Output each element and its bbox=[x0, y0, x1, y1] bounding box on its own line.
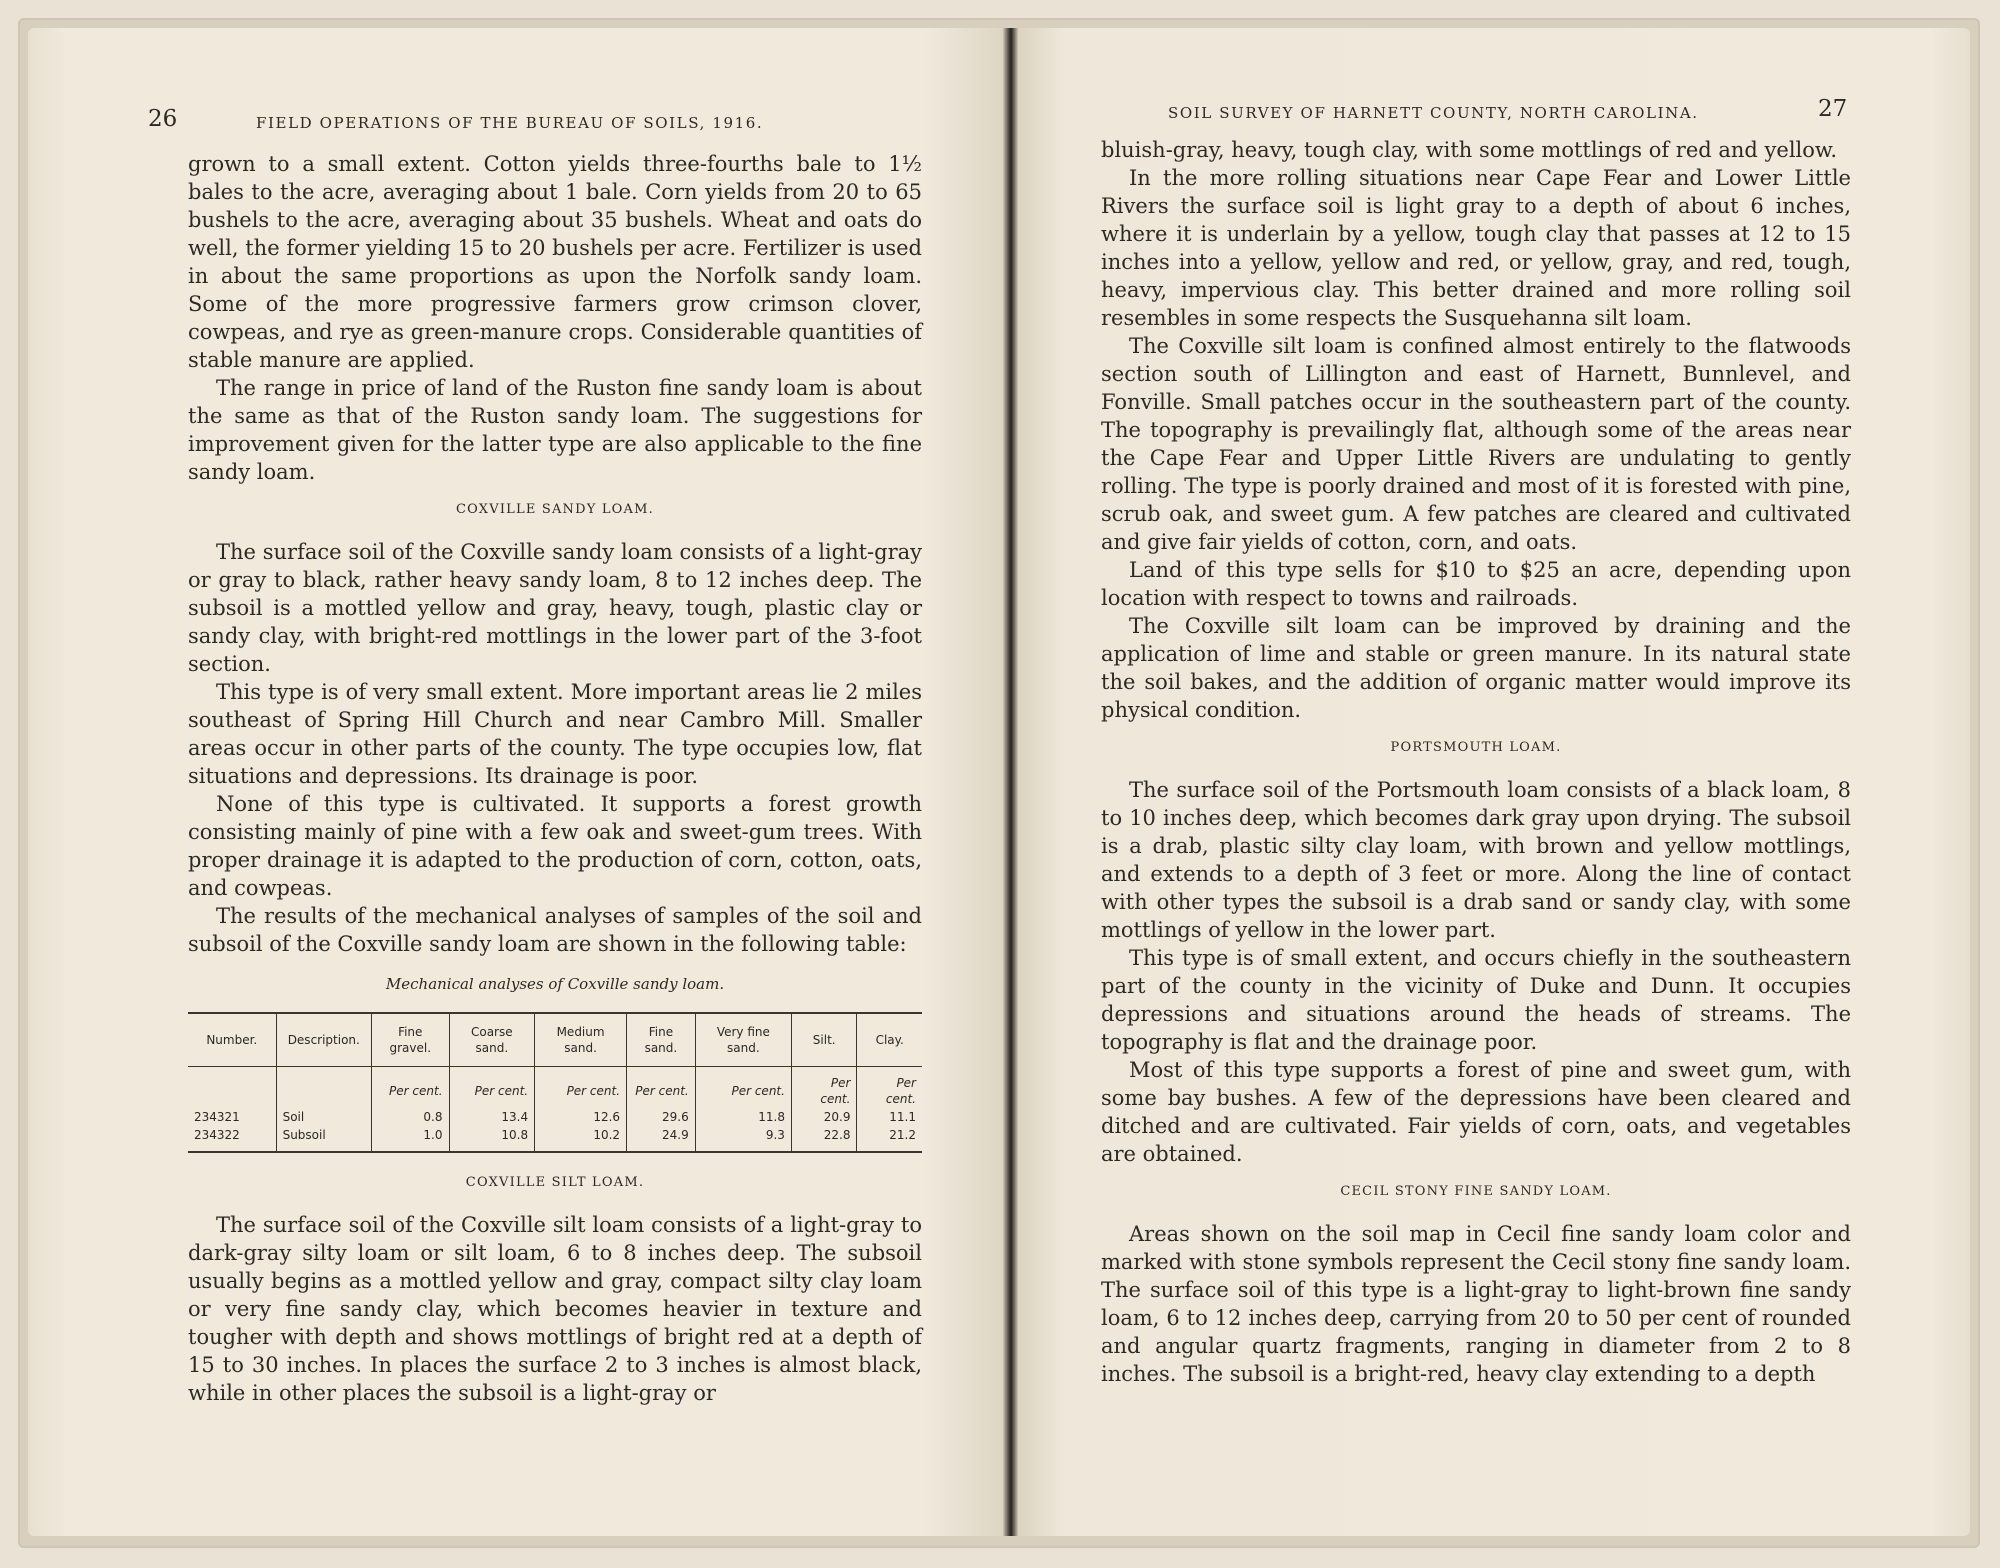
table-cell: 20.9 bbox=[791, 1108, 857, 1126]
section-heading: PORTSMOUTH LOAM. bbox=[1390, 740, 1562, 755]
table-cell: 0.8 bbox=[371, 1108, 449, 1126]
paragraph: Most of this type supports a forest of pine and sweet gum, with some bay bushes. A few of the depressions have been cleared and ditched and are cultivated. Fair yields of corn, oats, and vegetables are obtained. bbox=[1101, 1058, 1851, 1166]
paragraph: The range in price of land of the Ruston fine sandy loam is about the same as that of the Ruston sandy loam. The suggestions for improvement given for the latter type are also applicable to the fine sandy loam. bbox=[188, 376, 922, 484]
section-heading: COXVILLE SANDY LOAM. bbox=[456, 502, 654, 517]
mechanical-analysis-table bbox=[188, 1012, 922, 1153]
table-cell: 29.6 bbox=[627, 1108, 696, 1126]
book-gutter bbox=[1003, 28, 1018, 1536]
sample-number: 234322 bbox=[194, 1128, 240, 1142]
table-cell: 10.8 bbox=[449, 1126, 535, 1152]
table-cell: 9.3 bbox=[695, 1126, 791, 1152]
table-row bbox=[188, 1108, 922, 1126]
section-heading: CECIL STONY FINE SANDY LOAM. bbox=[1340, 1184, 1612, 1199]
table-cell: 22.8 bbox=[791, 1126, 857, 1152]
table-cell: 11.8 bbox=[695, 1108, 791, 1126]
sample-number: 234321 bbox=[194, 1110, 240, 1124]
paragraph: This type is of small extent, and occurs chiefly in the southeastern part of the county in the vicinity of Duke and Dunn. It occupies depressions and situations around the heads of streams. The topography is flat and the drainage poor. bbox=[1101, 946, 1851, 1054]
paragraph: The surface soil of the Coxville silt loam consists of a light-gray to dark-gray silty loam or silt loam, 6 to 8 inches deep. The subsoil usually begins as a mottled yellow and gray, compact silty clay loam or very fine sandy clay, which becomes heavier in texture and tougher with depth and shows mottlings of bright red at a depth of 15 to 30 inches. In places the surface 2 to 3 inches is almost black, while in other places the subsoil is a light-gray or bbox=[188, 1213, 922, 1405]
right-page bbox=[1018, 28, 1970, 1536]
unit-label: Per cent. bbox=[857, 1067, 922, 1109]
right-page-body bbox=[1101, 136, 1851, 1388]
column-header: Number. bbox=[206, 1033, 258, 1047]
column-header: Fine gravel. bbox=[371, 1013, 449, 1067]
left-page-body bbox=[188, 150, 922, 1407]
table-row bbox=[188, 1126, 922, 1152]
column-header: Description. bbox=[276, 1013, 371, 1067]
paragraph: bluish-gray, heavy, tough clay, with some mottlings of red and yellow. bbox=[1101, 138, 1838, 162]
page-number-left: 26 bbox=[148, 106, 178, 132]
unit-label: Per cent. bbox=[371, 1067, 449, 1109]
table-cell: 1.0 bbox=[371, 1126, 449, 1152]
table-cell: 21.2 bbox=[857, 1126, 922, 1152]
paragraph: grown to a small extent. Cotton yields three-fourths bale to 1½ bales to the acre, averaging about 1 bale. Corn yields from 20 to 65 bushels to the acre, averaging about 35 bushels. Wheat and oats do well, the former yielding 15 to 20 bushels per acre. Fertilizer is used in about the same proportions as upon the Norfolk sandy loam. Some of the more progressive farmers grow crimson clover, cowpeas, and rye as green-manure crops. Considerable quantities of stable manure are applied. bbox=[188, 152, 922, 372]
unit-label: Per cent. bbox=[627, 1067, 696, 1109]
unit-label: Per cent. bbox=[791, 1067, 857, 1109]
column-header: Fine sand. bbox=[627, 1013, 696, 1067]
column-header: Coarse sand. bbox=[449, 1013, 535, 1067]
paragraph: The Coxville silt loam can be improved by draining and the application of lime and stable or green manure. In its natural state the soil bakes, and the addition of organic matter would improve its physical condition. bbox=[1101, 614, 1851, 722]
open-book bbox=[18, 18, 1980, 1548]
paragraph: The surface soil of the Portsmouth loam consists of a black loam, 8 to 10 inches deep, which becomes dark gray upon drying. The subsoil is a drab, plastic silty clay loam, with brown and yellow mottlings, and extends to a depth of 3 feet or more. Along the line of contact with other types the subsoil is a drab sand or sandy clay, with some mottlings of yellow in the lower part. bbox=[1101, 778, 1851, 942]
units-row bbox=[188, 1067, 922, 1109]
table-header-row bbox=[188, 1013, 922, 1067]
section-heading: COXVILLE SILT LOAM. bbox=[465, 1175, 645, 1190]
paragraph: Areas shown on the soil map in Cecil fine sandy loam color and marked with stone symbols represent the Cecil stony fine sandy loam. The surface soil of this type is a light-gray to light-brown fine sandy loam, 6 to 12 inches deep, carrying from 20 to 50 per cent of rounded and angular quartz fragments, ranging in diameter from 2 to 8 inches. The subsoil is a bright-red, heavy clay extending to a depth bbox=[1101, 1222, 1851, 1386]
table-caption: Mechanical analyses of Coxville sandy loam. bbox=[385, 975, 725, 993]
paragraph: The results of the mechanical analyses of samples of the soil and subsoil of the Coxville sandy loam are shown in the following table: bbox=[188, 904, 922, 956]
paragraph: The Coxville silt loam is confined almost entirely to the flatwoods section south of Lillington and east of Harnett, Bunnlevel, and Fonville. Small patches occur in the southeastern part of the county. The topography is prevailingly flat, although some of the areas near the Cape Fear and Upper Little Rivers are undulating to gently rolling. The type is poorly drained and most of it is forested with pine, scrub oak, and sweet gum. A few patches are cleared and cultivated and give fair yields of cotton, corn, and oats. bbox=[1101, 334, 1851, 554]
paragraph: The surface soil of the Coxville sandy loam consists of a light-gray or gray to black, rather heavy sandy loam, 8 to 12 inches deep. The subsoil is a mottled yellow and gray, heavy, tough, plastic clay or sandy clay, with bright-red mottlings in the lower part of the 3-foot section. bbox=[188, 540, 922, 676]
unit-label: Per cent. bbox=[535, 1067, 627, 1109]
running-head-right: SOIL SURVEY OF HARNETT COUNTY, NORTH CAROLINA. bbox=[1168, 104, 1699, 122]
column-header: Very fine sand. bbox=[695, 1013, 791, 1067]
page-number-right: 27 bbox=[1818, 96, 1848, 122]
sample-description: Subsoil bbox=[276, 1126, 371, 1152]
paragraph: Land of this type sells for $10 to $25 an acre, depending upon location with respect to towns and railroads. bbox=[1101, 558, 1851, 610]
table-cell: 10.2 bbox=[535, 1126, 627, 1152]
sample-description: Soil bbox=[276, 1108, 371, 1126]
left-page bbox=[28, 28, 1003, 1536]
table-cell: 24.9 bbox=[627, 1126, 696, 1152]
table-cell: 11.1 bbox=[857, 1108, 922, 1126]
table-cell: 12.6 bbox=[535, 1108, 627, 1126]
paragraph: In the more rolling situations near Cape Fear and Lower Little Rivers the surface soil is light gray to a depth of about 6 inches, where it is underlain by a yellow, tough clay that passes at 12 to 15 inches into a yellow, yellow and red, or yellow, gray, and red, tough, heavy, impervious clay. This better drained and more rolling soil resembles in some respects the Susquehanna silt loam. bbox=[1101, 166, 1851, 330]
table-cell: 13.4 bbox=[449, 1108, 535, 1126]
paragraph: This type is of very small extent. More important areas lie 2 miles southeast of Spring Hill Church and near Cambro Mill. Smaller areas occur in other parts of the county. The type occupies low, flat situations and depressions. Its drainage is poor. bbox=[188, 680, 922, 788]
column-header: Clay. bbox=[857, 1013, 922, 1067]
unit-label: Per cent. bbox=[449, 1067, 535, 1109]
column-header: Silt. bbox=[791, 1013, 857, 1067]
column-header: Medium sand. bbox=[535, 1013, 627, 1067]
unit-label: Per cent. bbox=[695, 1067, 791, 1109]
running-head-left: FIELD OPERATIONS OF THE BUREAU OF SOILS, 1916. bbox=[256, 114, 764, 132]
paragraph: None of this type is cultivated. It supports a forest growth consisting mainly of pine with a few oak and sweet-gum trees. With proper drainage it is adapted to the production of corn, cotton, oats, and cowpeas. bbox=[188, 792, 922, 900]
